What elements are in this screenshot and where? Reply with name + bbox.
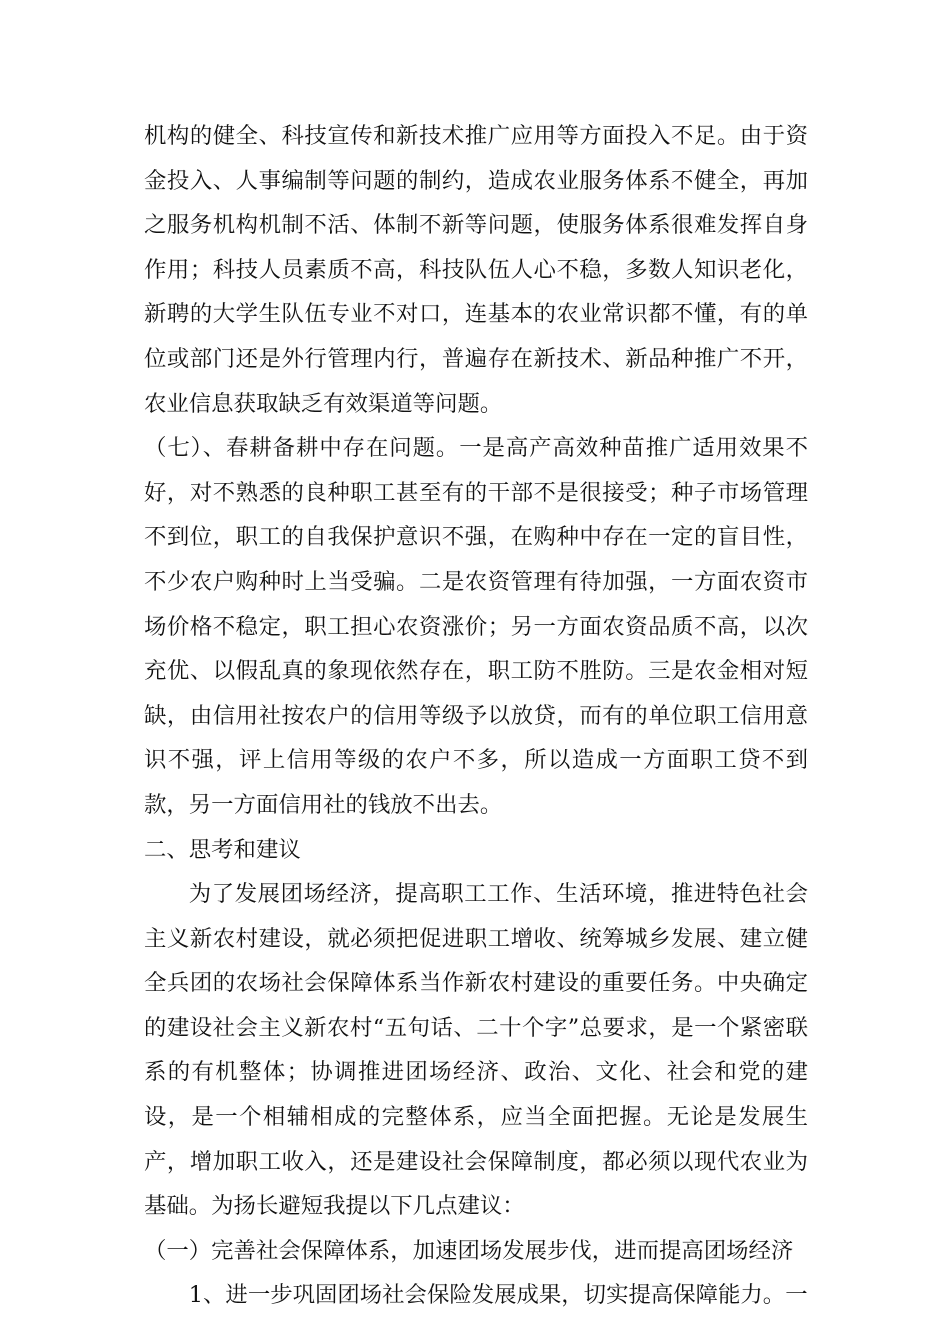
- paragraph-spring-ploughing: （七）、春耕备耕中存在问题。一是高产高效种苗推广适用效果不好，对不熟悉的良种职工甚至有的干部不是很接受；种子市场管理不到位，职工的自我保护意识不强，在购种中存在一定的盲目性，不少农户购种时上当受骗。二是农资管理有待加强，一方面农资市场价格不稳定，职工担心农资涨价；另一方面农资品质不高，以次充优、以假乱真的象现依然存在，职工防不胜防。三是农金相对短缺，由信用社按农户的信用等级予以放贷，而有的单位职工信用意识不强，评上信用等级的农户不多，所以造成一方面职工贷不到款，另一方面信用社的钱放不出去。: [144, 435, 808, 818]
- section-heading-thoughts: 二、思考和建议: [144, 836, 301, 863]
- paragraph-service-system: 机构的健全、科技宣传和新技术推广应用等方面投入不足。由于资金投入、人事编制等问题的制约，造成农业服务体系不健全，再加之服务机构机制不活、体制不新等问题，使服务体系很难发挥自身作用；科技人员素质不高，科技队伍人心不稳，多数人知识老化，新聘的大学生队伍专业不对口，连基本的农业常识都不懂，有的单位或部门还是外行管理内行，普遍存在新技术、新品种推广不开，农业信息获取缺乏有效渠道等问题。: [144, 123, 808, 417]
- document-body: [144, 114, 808, 1318]
- paragraph-insurance-point-1: 1、进一步巩固团场社会保险发展成果，切实提高保障能力。一: [188, 1282, 808, 1309]
- paragraph-suggestions-intro: 为了发展团场经济，提高职工工作、生活环境，推进特色社会主义新农村建设，就必须把促进职工增收、统筹城乡发展、建立健全兵团的农场社会保障体系当作新农村建设的重要任务。中央确定的建设社会主义新农村“五句话、二十个字”总要求，是一个紧密联系的有机整体；协调推进团场经济、政治、文化、社会和党的建设，是一个相辅相成的完整体系，应当全面把握。无论是发展生产，增加职工收入，还是建设社会保障制度，都必须以现代农业为基础。为扬长避短我提以下几点建议：: [144, 881, 808, 1220]
- subsection-heading-social-security: （一）完善社会保障体系，加速团场发展步伐，进而提高团场经济: [144, 1237, 794, 1264]
